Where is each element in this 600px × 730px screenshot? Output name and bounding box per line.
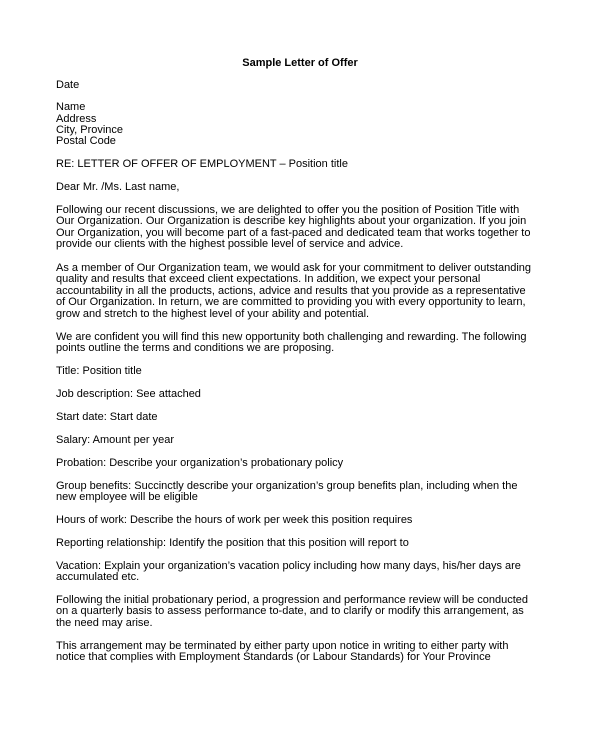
term-job-description: Job description: See attached bbox=[56, 388, 201, 400]
salutation: Dear Mr. /Ms. Last name, bbox=[56, 181, 180, 193]
term-reporting-relationship: Reporting relationship: Identify the position that this position will report to bbox=[56, 537, 409, 549]
paragraph-intro: Following our recent discussions, we are delighted to offer you the position of Position Title with Our Organization. Our Organization is describe key highlights about your organization. If you join Our Organization, you will become part of a fast-paced and dedicated team that works together to provide our clients with the highest possible level of service and advice. bbox=[56, 204, 531, 251]
term-title: Title: Position title bbox=[56, 365, 142, 377]
term-salary: Salary: Amount per year bbox=[56, 434, 175, 446]
recipient-address: Address bbox=[56, 113, 97, 125]
document-title: Sample Letter of Offer bbox=[242, 57, 358, 69]
term-start-date: Start date: Start date bbox=[56, 411, 158, 423]
term-probation: Probation: Describe your organization’s probationary policy bbox=[56, 457, 344, 469]
recipient-city: City, Province bbox=[56, 124, 124, 136]
date-line: Date bbox=[56, 79, 80, 91]
recipient-name: Name bbox=[56, 101, 86, 113]
re-line: RE: LETTER OF OFFER OF EMPLOYMENT – Position title bbox=[56, 158, 348, 170]
paragraph-confidence: We are confident you will find this new opportunity both challenging and rewarding. The following points outline the terms and conditions we are proposing. bbox=[56, 331, 527, 355]
paragraph-probation-review: Following the initial probationary period, a progression and performance review will be conducted on a quarterly basis to assess performance to-date, and to clarify or modify this arrangement, as the need may arise. bbox=[56, 594, 529, 629]
term-hours-of-work: Hours of work: Describe the hours of work per week this position requires bbox=[56, 514, 413, 526]
paragraph-commitment: As a member of Our Organization team, we would ask for your commitment to deliver outstanding quality and results that exceed client expectations. In addition, we expect your personal accountability in all the products, actions, advice and results that you provide as a representative of Our Organization. In return, we are committed to providing you with every opportunity to learn, grow and stretch to the highest level of your ability and potential. bbox=[56, 262, 532, 320]
recipient-postal-code: Postal Code bbox=[56, 135, 116, 147]
paragraph-termination: This arrangement may be terminated by either party upon notice in writing to either party with notice that complies with Employment Standards (or Labour Standards) for Your Province bbox=[56, 640, 509, 664]
term-group-benefits: Group benefits: Succinctly describe your organization’s group benefits plan, including when the new employee will be eligible bbox=[56, 480, 518, 504]
term-vacation: Vacation: Explain your organization’s vacation policy including how many days, his/her days are accumulated etc. bbox=[56, 560, 521, 584]
